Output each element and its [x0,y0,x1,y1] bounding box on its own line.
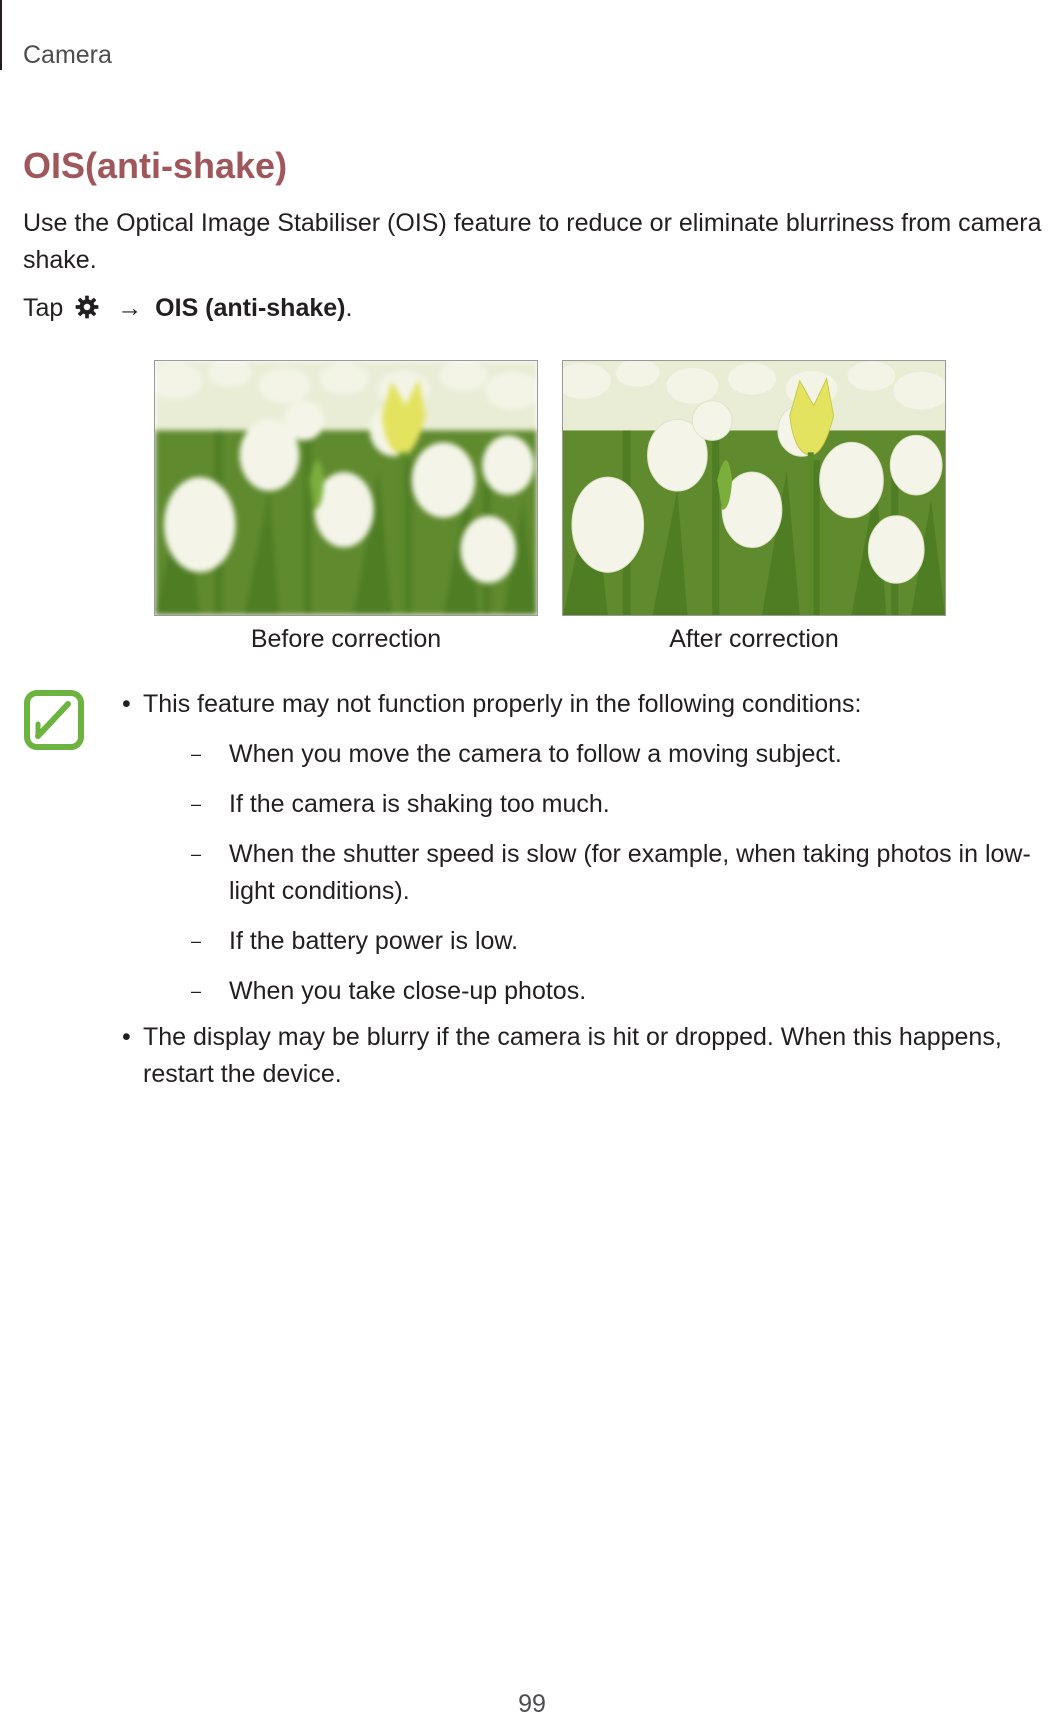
photo-after-correction [562,360,946,616]
note-pencil-icon [24,690,84,750]
note-sub-item [143,973,1064,1010]
page-number: 99 [518,1690,546,1718]
note-sub-text: If the battery power is low. [229,927,519,955]
caption-after-correction: After correction [669,625,839,653]
dash-mark: – [191,931,202,951]
tap-prefix: Tap [23,294,64,322]
section-intro: Use the Optical Image Stabiliser (OIS) feature to reduce or eliminate blurriness from camera shake. [23,209,1042,274]
tap-instruction [23,290,352,327]
note-block [110,686,1064,1093]
note-bullet [110,1019,1064,1093]
note-sub-item [143,786,1064,823]
dash-mark: – [191,981,202,1001]
note-sub-item [143,836,1064,910]
section-title: OIS(anti-shake) [23,145,288,186]
header-chapter-label: Camera [23,41,112,69]
tap-target-option: OIS (anti-shake) [155,294,346,322]
note-bullet-text: The display may be blurry if the camera is hit or dropped. When this happens, restart the device. [143,1023,1002,1088]
photo-before-correction [154,360,538,616]
bullet-mark: • [122,1023,131,1051]
header-rule [0,0,2,70]
dash-mark: – [191,794,202,814]
caption-before-correction: Before correction [250,625,442,653]
bullet-mark: • [122,690,131,718]
note-sub-text: When the shutter speed is slow (for example, when taking photos in low-light conditions). [229,840,1031,905]
note-sub-item [143,923,1064,960]
gear-icon [74,294,100,320]
note-sub-text: If the camera is shaking too much. [229,790,610,818]
note-bullet-text: This feature may not function properly in the following conditions: [143,690,862,718]
note-sub-item [143,736,1064,773]
note-bullet [110,686,1064,1010]
dash-mark: – [191,844,202,864]
tap-arrow: → [117,294,143,322]
dash-mark: – [191,744,202,764]
tap-suffix: . [345,294,353,322]
note-sub-text: When you move the camera to follow a moving subject. [229,740,842,768]
note-sub-text: When you take close-up photos. [229,977,587,1005]
